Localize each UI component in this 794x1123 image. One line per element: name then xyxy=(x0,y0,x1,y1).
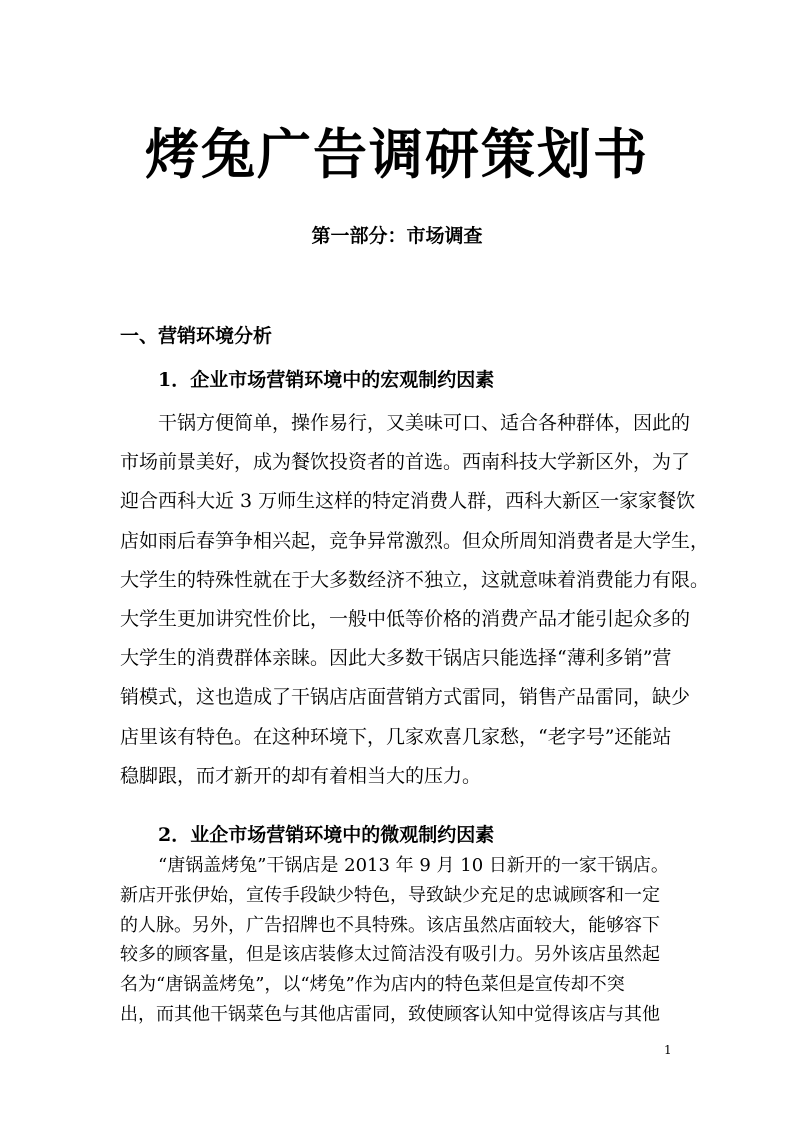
paragraph-line: 大学生的消费群体亲睐。因此大多数干锅店只能选择“薄利多销”营 xyxy=(120,647,672,670)
paragraph-line: 销模式，这也造成了干锅店店面营销方式雷同，销售产品雷同，缺少 xyxy=(120,686,691,709)
paragraph-line: “唐锅盖烤兔”干锅店是 2013 年 9 月 10 日新开的一家干锅店。 xyxy=(158,855,669,876)
paragraph-line: 迎合西科大近 3 万师生这样的特定消费人群，西科大新区一家家餐饮 xyxy=(120,490,696,513)
subsection-heading-micro-factors: 2．业企市场营销环境中的微观制约因素 xyxy=(158,824,495,846)
paragraph-micro-factors xyxy=(120,851,680,1030)
paragraph-line: 店里该有特色。在这种环境下，几家欢喜几家愁，“老字号”还能站 xyxy=(120,725,672,748)
paragraph-line: 大学生的特殊性就在于大多数经济不独立，这就意味着消费能力有限。 xyxy=(120,568,710,591)
paragraph-line: 稳脚跟，而才新开的却有着相当大的压力。 xyxy=(120,764,482,787)
paragraph-line: 名为“唐锅盖烤兔”，以“烤兔”作为店内的特色菜但是宣传却不突 xyxy=(120,974,625,996)
paragraph-line: 店如雨后春笋争相兴起，竞争异常激烈。但众所周知消费者是大学生， xyxy=(120,529,710,552)
paragraph-line: 干锅方便简单，操作易行，又美味可口、适合各种群体，因此的 xyxy=(158,412,691,434)
part-subtitle: 第一部分：市场调查 xyxy=(311,225,483,247)
paragraph-macro-factors xyxy=(120,404,710,796)
page-number: 1 xyxy=(664,1043,672,1057)
section-heading-marketing-environment: 一、营销环境分析 xyxy=(120,325,273,347)
paragraph-line: 市场前景美好，成为餐饮投资者的首选。西南科技大学新区外，为了 xyxy=(120,451,691,474)
paragraph-line: 的人脉。另外，广告招牌也不具特殊。该店虽然店面较大，能够容下 xyxy=(120,914,660,936)
document-title: 烤兔广告调研策划书 xyxy=(145,122,649,186)
paragraph-line: 大学生更加讲究性价比，一般中低等价格的消费产品才能引起众多的 xyxy=(120,608,691,631)
paragraph-line: 较多的顾客量，但是该店装修太过简洁没有吸引力。另外该店虽然起 xyxy=(120,944,660,966)
subsection-heading-macro-factors: 1．企业市场营销环境中的宏观制约因素 xyxy=(158,369,495,391)
paragraph-line: 新店开张伊始，宣传手段缺少特色，导致缺少充足的忠诚顾客和一定 xyxy=(120,884,660,906)
paragraph-line: 出，而其他干锅菜色与其他店雷同，致使顾客认知中觉得该店与其他 xyxy=(120,1003,660,1025)
